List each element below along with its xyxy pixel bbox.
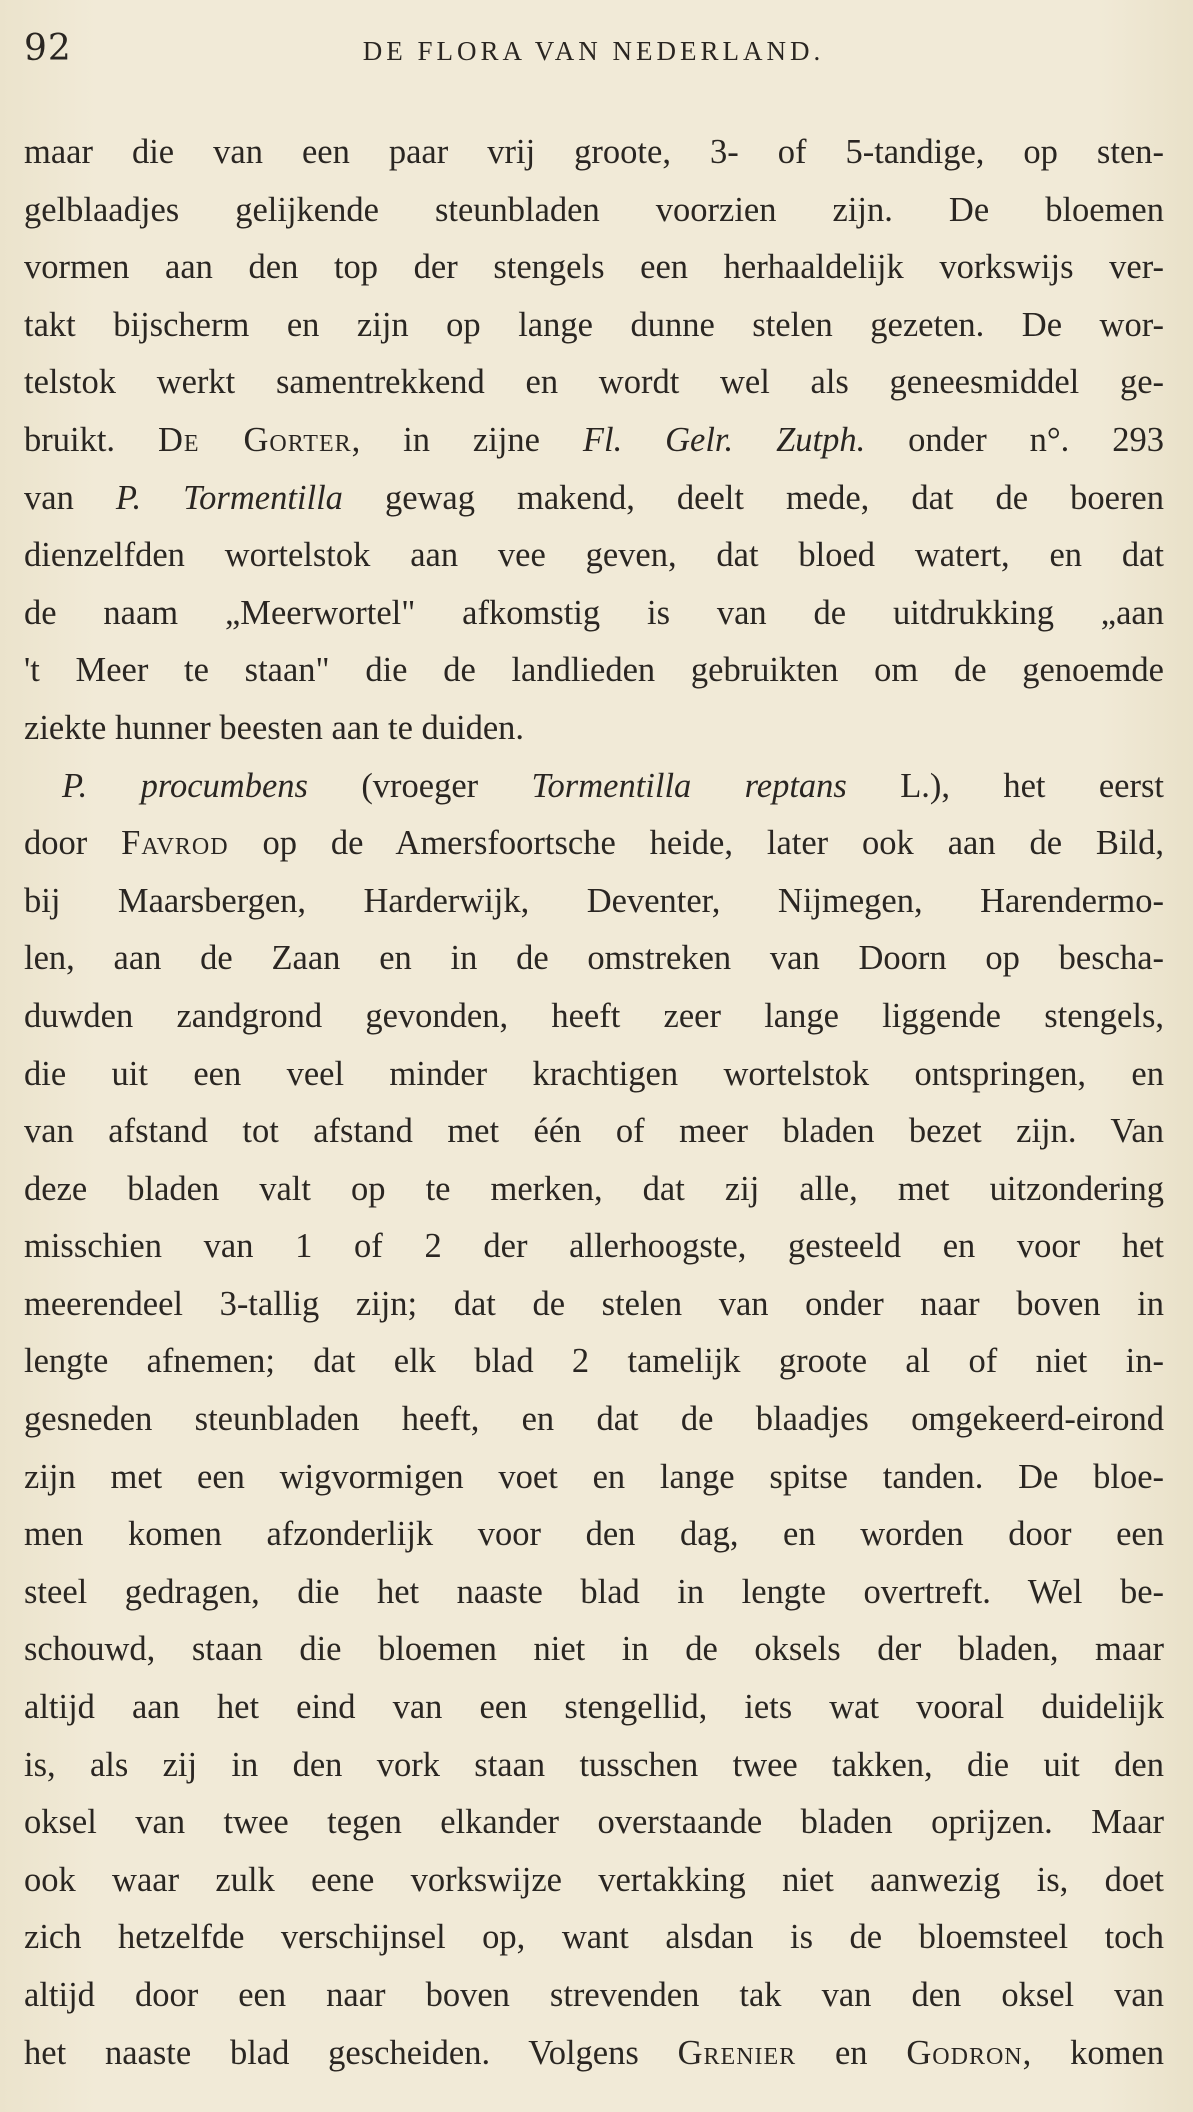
text-line: die uit een veel minder krachtigen wortelstok ontspringen, en bbox=[24, 1054, 1164, 1093]
page-header bbox=[24, 20, 1163, 90]
text-run: het naaste blad gescheiden. Volgens bbox=[24, 2033, 678, 2072]
text-line bbox=[24, 412, 1164, 470]
text-run: ziekte hunner beesten aan te duiden. bbox=[24, 708, 525, 747]
text-line bbox=[24, 700, 1164, 758]
italic-run: P. Tormentilla bbox=[115, 478, 343, 517]
text-line: bij Maarsbergen, Harderwijk, Deventer, Nijmegen, Harendermo- bbox=[24, 881, 1164, 920]
text-run: door bbox=[24, 824, 122, 863]
text-run: op de Amersfoortsche heide, later ook aan de Bild, bbox=[228, 824, 1164, 863]
text-line: steel gedragen, die het naaste blad in lengte overtreft. Wel be- bbox=[24, 1572, 1164, 1611]
text-line bbox=[24, 470, 1164, 528]
text-line: de naam „Meerwortel" afkomstig is van de uitdrukking „aan bbox=[24, 593, 1164, 632]
text-line: altijd door een naar boven strevenden tak van den oksel van bbox=[24, 1976, 1164, 2014]
text-line bbox=[24, 815, 1164, 873]
text-line: lengte afnemen; dat elk blad 2 tamelijk groote al of niet in- bbox=[24, 1342, 1164, 1381]
text-line: len, aan de Zaan en in de omstreken van Doorn op bescha- bbox=[24, 939, 1164, 978]
text-line: ook waar zulk eene vorkswijze vertakking niet aanwezig is, doet bbox=[24, 1860, 1164, 1899]
author-name: Favrod bbox=[121, 824, 229, 863]
text-line: zijn met een wigvormigen voet en lange spitse tanden. De bloe- bbox=[24, 1457, 1164, 1496]
text-line: telstok werkt samentrekkend en wordt wel als geneesmiddel ge- bbox=[24, 363, 1164, 402]
text-line: gesneden steunbladen heeft, en dat de blaadjes omgekeerd-eirond bbox=[24, 1400, 1164, 1439]
text-line bbox=[24, 758, 1164, 816]
text-run: bruikt. bbox=[24, 420, 158, 459]
text-run: en bbox=[796, 2033, 907, 2072]
text-run: onder n°. 293 bbox=[865, 420, 1164, 459]
body-text bbox=[24, 124, 1164, 2082]
italic-run: Fl. Gelr. Zutph. bbox=[582, 420, 866, 459]
text-run: , in zijne bbox=[351, 420, 583, 459]
text-line: dienzelfden wortelstok aan vee geven, dat bloed watert, en dat bbox=[24, 536, 1164, 575]
text-run: , komen bbox=[1022, 2033, 1164, 2072]
text-run: (vroeger bbox=[307, 766, 532, 805]
text-line: misschien van 1 of 2 der allerhoogste, gesteeld en voor het bbox=[24, 1227, 1164, 1266]
author-name: Grenier bbox=[677, 2033, 797, 2072]
text-line: men komen afzonderlijk voor den dag, en worden door een bbox=[24, 1515, 1164, 1554]
text-line: meerendeel 3-tallig zijn; dat de stelen van onder naar boven in bbox=[24, 1284, 1164, 1323]
page-number: 92 bbox=[24, 28, 72, 69]
author-name: Godron bbox=[906, 2033, 1023, 2072]
text-run: L.), het eerst bbox=[846, 766, 1164, 805]
text-line: maar die van een paar vrij groote, 3- of 5-tandige, op sten- bbox=[24, 133, 1164, 171]
author-name: De Gorter bbox=[157, 420, 352, 459]
text-line: altijd aan het eind van een stengellid, iets wat vooral duidelijk bbox=[24, 1688, 1164, 1727]
text-line: zich hetzelfde verschijnsel op, want alsdan is de bloemsteel toch bbox=[24, 1918, 1164, 1957]
text-line: deze bladen valt op te merken, dat zij alle, met uitzondering bbox=[24, 1169, 1164, 1208]
text-line: van afstand tot afstand met één of meer bladen bezet zijn. Van bbox=[24, 1112, 1164, 1151]
text-line: oksel van twee tegen elkander overstaande bladen oprijzen. Maar bbox=[24, 1803, 1164, 1842]
text-run: gewag makend, deelt mede, dat de boeren bbox=[342, 478, 1164, 517]
text-line: takt bijscherm en zijn op lange dunne stelen gezeten. De wor- bbox=[24, 305, 1164, 344]
text-line: is, als zij in den vork staan tusschen twee takken, die uit den bbox=[24, 1745, 1164, 1784]
text-line bbox=[24, 2025, 1164, 2083]
text-run: van bbox=[24, 478, 116, 517]
text-line: vormen aan den top der stengels een herhaaldelijk vorkswijs ver- bbox=[24, 248, 1164, 287]
text-line: 't Meer te staan" die de landlieden gebruikten om de genoemde bbox=[24, 651, 1164, 690]
text-line: schouwd, staan die bloemen niet in de oksels der bladen, maar bbox=[24, 1630, 1164, 1669]
running-head: DE FLORA VAN NEDERLAND. bbox=[362, 36, 825, 66]
italic-run: P. procumbens bbox=[62, 766, 308, 805]
text-line: duwden zandgrond gevonden, heeft zeer lange liggende stengels, bbox=[24, 996, 1164, 1035]
text-line: gelblaadjes gelijkende steunbladen voorzien zijn. De bloemen bbox=[24, 190, 1164, 229]
italic-run: Tormentilla reptans bbox=[531, 766, 847, 805]
